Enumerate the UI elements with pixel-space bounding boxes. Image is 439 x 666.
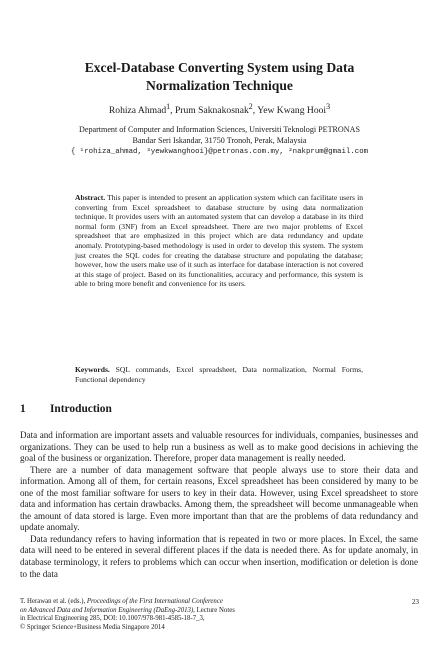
page-number: 23 <box>411 598 419 606</box>
author-1: Rohiza Ahmad <box>108 105 167 117</box>
footer-editors: T. Herawan et al. (eds.), <box>20 598 87 605</box>
section-heading <box>20 402 419 416</box>
footer-series: , Lecture Notes <box>193 606 235 614</box>
keywords-label: Keywords. <box>75 365 110 374</box>
section-title: Introduction <box>50 403 112 415</box>
section-number: 1 <box>20 403 26 415</box>
keywords-text: SQL commands, Excel spreadsheet, Data normalization, Normal Forms, Functional dependency <box>75 365 363 384</box>
footer-conference-name: on Advanced Data and Information Engineering (DaEng-2013) <box>20 606 194 614</box>
footer-line-2 <box>20 607 320 616</box>
body-paragraph-2: There are a number of data management software that people always use to store their data and information. Among all of them, for certain reasons, Excel spreadsheet has been considered by many to be one of the most familiar software for users to key in their data. However, using Excel spreadsheet to store data and information has certain drawbacks. Among them, the spreadsheet will become unmanageable when the amount of data stored is large. Even more important than that are the problems of data redundancy and update anomaly. <box>20 464 418 533</box>
paper-title <box>40 59 399 95</box>
section-body <box>20 430 418 580</box>
abstract-text: This paper is intended to present an application system which can facilitate users in converting from Excel spreadsheet to database structure by using data normalization technique. It provides users with an automated system that can develop a database in its third normal form (3NF) from an Excel spreadsheet. There are two major problems of Excel spreadsheet that are emphasized in this project which are data redundancy and update anomaly. Prototyping-based methodology is used in order to develop this system. The system just creates the SQL codes for creating the database structure and populating the database; however, how the users make use of it such as interface for database interaction is not covered at this stage of project. Based on its functionalities, accuracy and performance, this system is able to bring more benefit and convenience for its users. <box>75 193 363 289</box>
body-paragraph-3: Data redundancy refers to having information that is repeated in two or more places. In Excel, the same data will need to be entered in several different places if the data is needed there. As for update anomaly, in database terminology, it refers to problems which can occur when insertion, modification or deletion is done to the data <box>20 533 418 579</box>
citation-footer <box>20 598 320 633</box>
affiliation-line-2: Bandar Seri Iskandar, 31750 Tronoh, Perak, Malaysia <box>132 135 307 145</box>
author-emails: { ¹rohiza_ahmad, ³yewkwanghooi}@petronas.com.my, ²nakprum@gmail.com <box>70 147 369 156</box>
author-3-marker: 3 <box>326 102 331 111</box>
abstract-label: Abstract. <box>75 193 106 202</box>
affiliation <box>20 125 419 157</box>
footer-line-1 <box>20 598 320 607</box>
footer-proceedings-title: Proceedings of the First International Conference <box>86 598 223 605</box>
keywords <box>75 365 363 384</box>
abstract <box>75 193 363 289</box>
title-line-2: Normalization Technique <box>146 78 293 93</box>
author-2-marker: 2 <box>248 102 253 111</box>
author-2: Prum Saknakosnak <box>174 105 249 117</box>
author-1-marker: 1 <box>166 102 171 111</box>
title-line-1: Excel-Database Converting System using Data <box>84 60 355 75</box>
affiliation-line-1: Department of Computer and Information Sciences, Universiti Teknologi PETRONAS <box>79 125 360 134</box>
footer-line-4: © Springer Science+Business Media Singapore 2014 <box>20 624 165 632</box>
author-list: Rohiza Ahmad$^1$, Prum Saknakosnak$^2$, Yew Kwang Hooi$^3$ <box>108 102 331 117</box>
author-3: Yew Kwang Hooi <box>257 105 327 117</box>
footer-line-3: in Electrical Engineering 285, DOI: 10.1007/978-981-4585-18-7_3, <box>20 615 205 623</box>
body-paragraph-1: Data and information are important assets and valuable resources for individuals, companies, businesses and organizations. They can be used to help run a business as well as to make good decisions in achieving the goal of the business or organization. Therefore, proper data management is really needed. <box>20 430 418 464</box>
